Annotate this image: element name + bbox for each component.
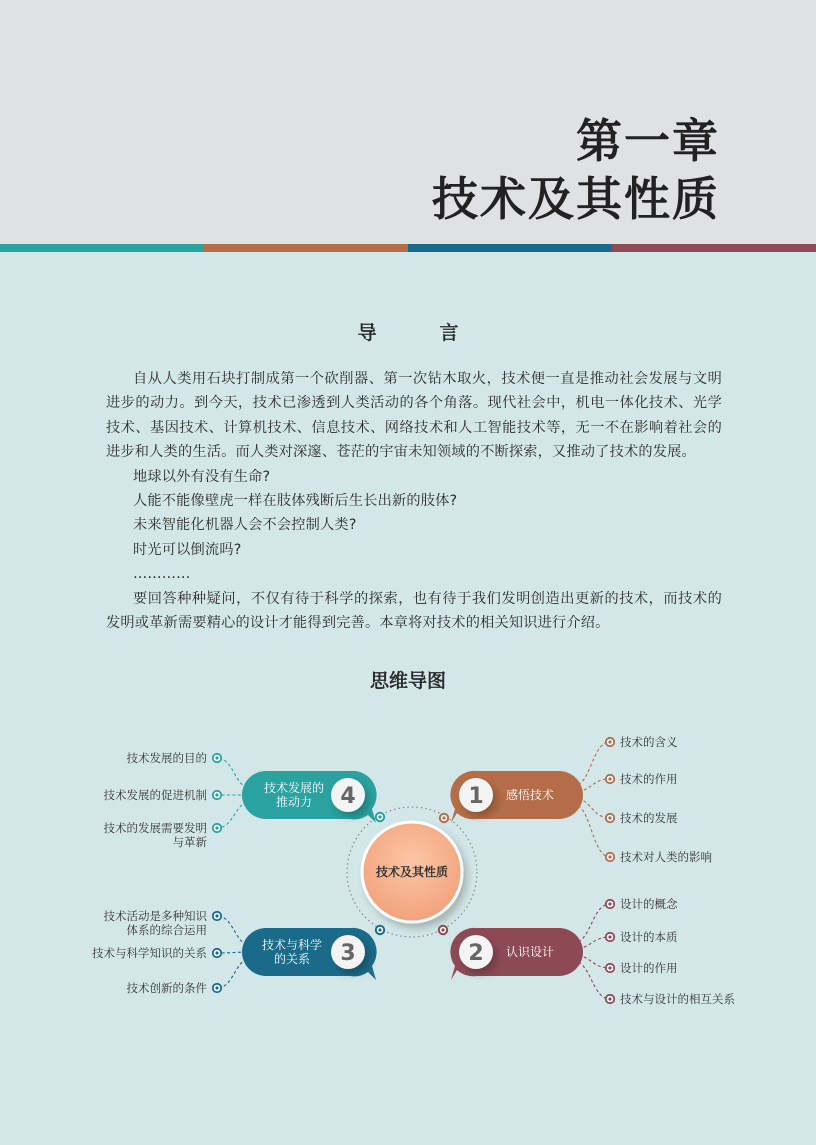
leaf-dot-core — [608, 777, 611, 780]
chapter-number: 第一章 — [576, 114, 720, 168]
leaf-dot-core — [215, 826, 218, 829]
leaf-label: 设计的本质 — [620, 930, 678, 944]
leaf-dot-core — [215, 914, 218, 917]
leaf-dot-core — [215, 951, 218, 954]
leaf-dot-core — [608, 816, 611, 819]
mindmap-heading: 思维导图 — [369, 670, 446, 692]
leaf-label: 技术创新的条件 — [126, 981, 207, 995]
leaf-label: 技术对人类的影响 — [620, 850, 712, 864]
leaf-dot-core — [215, 986, 218, 989]
branch-label-line: 推动力 — [275, 795, 313, 809]
branch-number: 1 — [468, 784, 484, 809]
leaf-label: 体系的综合运用 — [126, 923, 207, 937]
leaf-label: 技术活动是多种知识 — [103, 909, 207, 923]
leaf-dot-core — [608, 902, 611, 905]
leaf-label: 技术与科学知识的关系 — [92, 946, 207, 960]
leaf-dot-core — [608, 740, 611, 743]
color-stripe — [0, 244, 816, 252]
stripe-segment — [204, 244, 408, 252]
intro-paragraph: 要回答种种疑问，不仅有待于科学的探索，也有待于我们发明创造出更新的技术，而技术的发明或革新需要精心的设计才能得到完善。本章将对技术的相关知识进行介绍。 — [106, 590, 722, 632]
leaf-dot-core — [215, 793, 218, 796]
leaf-label: 设计的概念 — [620, 897, 678, 911]
chapter-header — [0, 0, 816, 244]
leaf-connector — [573, 961, 610, 999]
leaf-label: 技术的发展 — [620, 811, 678, 825]
leaf-label: 技术发展的促进机制 — [103, 788, 207, 802]
question-line: 未来智能化机器人会不会控制人类? — [133, 517, 357, 534]
leaf-label: 技术的作用 — [620, 772, 678, 786]
chapter-title-block — [432, 112, 720, 228]
leaf-dot-core — [608, 855, 611, 858]
stripe-segment — [408, 244, 612, 252]
center-label: 技术及其性质 — [375, 865, 449, 879]
branch-label-line: 技术发展的 — [263, 781, 325, 795]
chapter-title: 技术及其性质 — [432, 172, 720, 226]
question-line: 地球以外有没有生命? — [133, 468, 271, 485]
mind-map — [0, 690, 816, 1030]
branch-label: 感悟技术 — [505, 788, 555, 802]
stripe-segment — [612, 244, 816, 252]
branch-connector-dot-core — [441, 928, 444, 931]
branch-number: 3 — [340, 941, 356, 966]
stripe-segment — [0, 244, 204, 252]
intro-body — [106, 367, 722, 635]
intro-paragraph: 自从人类用石块打制成第一个砍削器、第一次钻木取火，技术便一直是推动社会发展与文明进步的动力。到今天，技术已渗透到人类活动的各个角落。现代社会中，机电一体化技术、光学技术、基因技术、计算机技术、信息技术、网络技术和人工智能技术等，无一不在影响着社会的进步和人类的生活。而人类对深邃、苍茫的宇宙未知领域的不断探索，又推动了技术的发展。 — [106, 371, 722, 461]
leaf-label: 技术的发展需要发明 — [103, 821, 207, 835]
leaf-dot-core — [215, 756, 218, 759]
branch-label-line: 的关系 — [273, 952, 311, 966]
question-line: 人能不能像壁虎一样在肢体残断后生长出新的肢体? — [133, 493, 458, 510]
leaf-dot-core — [608, 997, 611, 1000]
branch-label: 认识设计 — [505, 945, 555, 959]
leaf-label: 与革新 — [172, 835, 207, 849]
branch-connector-dot-core — [442, 816, 445, 819]
branch-connector-dot-core — [378, 928, 381, 931]
branch-number: 2 — [468, 941, 484, 966]
intro-heading: 导 言 — [357, 322, 481, 344]
branch-number: 4 — [340, 784, 356, 809]
leaf-label: 设计的作用 — [620, 961, 678, 975]
leaf-label: 技术的含义 — [620, 735, 678, 749]
branch-label-line: 技术与科学 — [261, 938, 323, 952]
leaf-label: 技术与设计的相互关系 — [620, 992, 735, 1006]
leaf-connector — [573, 804, 610, 857]
ellipsis-line: ………… — [133, 566, 191, 583]
leaf-dot-core — [608, 935, 611, 938]
leaf-label: 技术发展的目的 — [126, 751, 207, 765]
leaf-dot-core — [608, 966, 611, 969]
branch-connector-dot-core — [378, 815, 381, 818]
question-line: 时光可以倒流吗? — [133, 541, 242, 558]
